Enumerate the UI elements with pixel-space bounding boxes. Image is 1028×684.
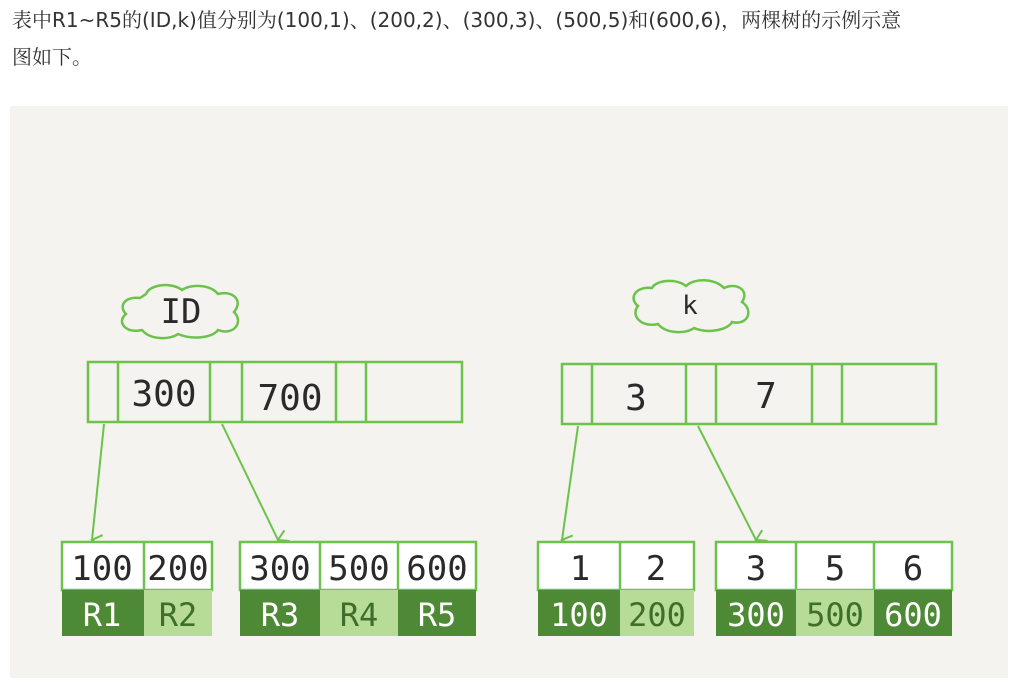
intro-line-1: 表中R1~R5的(ID,k)值分别为(100,1)、(200,2)、(300,3)、(500,5)和(600,6)，两棵树的示例示意 <box>12 8 902 32</box>
k-tree-label: k <box>682 291 698 321</box>
k-leaf-key: 6 <box>902 549 924 589</box>
k-pointer-arrow <box>562 426 578 540</box>
id-leaf-row: R2 <box>158 596 198 634</box>
id-tree-label: ID <box>160 292 202 332</box>
id-leaf-key: 200 <box>147 549 209 589</box>
k-leaf-key: 1 <box>569 549 591 589</box>
k-tree <box>538 280 952 636</box>
id-leaf-row: R1 <box>82 596 122 634</box>
k-leaf-key: 2 <box>645 549 667 589</box>
id-leaf-key: 300 <box>249 549 311 589</box>
k-root-key: 7 <box>755 376 777 417</box>
k-leaf-left <box>538 542 694 636</box>
id-leaf-key: 100 <box>71 549 133 589</box>
id-tree <box>62 285 476 636</box>
id-leaf-left <box>62 542 212 636</box>
id-root-key: 700 <box>257 378 323 419</box>
k-leaf-key: 5 <box>824 549 846 589</box>
k-leaf-id: 200 <box>628 596 686 634</box>
id-leaf-right <box>240 542 476 636</box>
intro-line-2: 图如下。 <box>12 45 92 69</box>
k-leaf-id: 100 <box>550 596 608 634</box>
id-root-key: 300 <box>131 374 197 415</box>
id-leaf-row: R3 <box>260 596 300 634</box>
k-pointer-arrow <box>698 426 756 540</box>
id-leaf-key: 600 <box>406 549 468 589</box>
id-tree-root-node <box>88 362 462 422</box>
k-tree-root-node <box>562 364 936 424</box>
id-pointer-arrow <box>222 424 278 540</box>
k-leaf-id: 600 <box>884 596 942 634</box>
id-leaf-row: R4 <box>339 596 379 634</box>
id-leaf-row: R5 <box>417 596 457 634</box>
id-leaf-key: 500 <box>328 549 390 589</box>
k-leaf-key: 3 <box>745 549 767 589</box>
k-leaf-right <box>716 542 952 636</box>
k-leaf-id: 500 <box>806 596 864 634</box>
k-leaf-id: 300 <box>727 596 785 634</box>
k-root-key: 3 <box>625 378 647 419</box>
id-pointer-arrow <box>92 424 104 540</box>
